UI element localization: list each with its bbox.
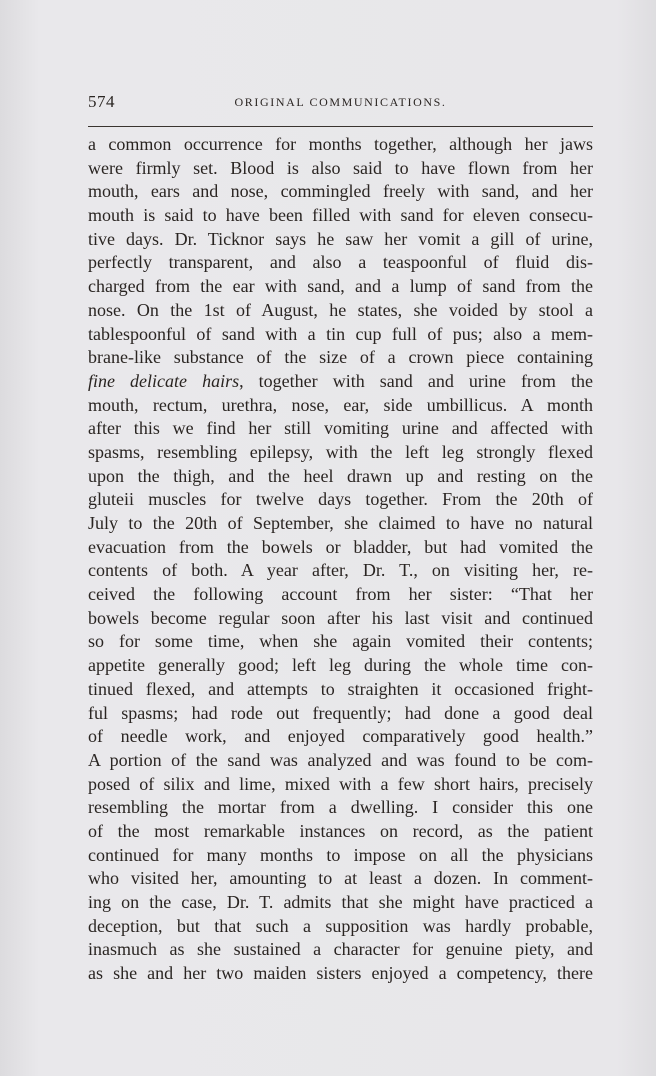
text-line: upon the thigh, and the heel drawn up and resting on the <box>88 465 593 486</box>
text-line: contents of both. A year after, Dr. T., on visiting her, re- <box>88 560 593 581</box>
text-line: mouth, ears and nose, commingled freely with sand, and her <box>88 181 593 202</box>
header-rule <box>88 126 593 127</box>
text-line: nose. On the 1st of August, he states, she voided by stool a <box>88 299 593 320</box>
text-line: who visited her, amounting to at least a dozen. In comment- <box>88 868 593 889</box>
text-line: mouth, rectum, urethra, nose, ear, side umbillicus. A month <box>88 394 593 415</box>
text-line: tive days. Dr. Ticknor says he saw her vomit a gill of urine, <box>88 228 593 249</box>
text-line: of the most remarkable instances on record, as the patient <box>88 820 593 841</box>
page-number: 574 <box>88 92 115 111</box>
text-line: posed of silix and lime, mixed with a few short hairs, precisely <box>88 773 593 794</box>
text-line: deception, but that such a supposition was hardly probable, <box>88 915 593 936</box>
text-line: bowels become regular soon after his last visit and continued <box>88 607 593 628</box>
text-line: inasmuch as she sustained a character for genuine piety, and <box>88 939 593 960</box>
text-line: so for some time, when she again vomited their contents; <box>88 631 593 652</box>
text-line: gluteii muscles for twelve days together. From the 20th of <box>88 489 593 510</box>
text-line: tablespoonful of sand with a tin cup full of pus; also a mem- <box>88 323 593 344</box>
text-line: a common occurrence for months together, although her jaws <box>88 134 593 154</box>
italic-phrase: fine delicate hairs <box>88 370 240 391</box>
text-line: after this we find her still vomiting urine and affected with <box>88 418 593 439</box>
text-line: tinued flexed, and attempts to straighten it occasioned fright- <box>88 678 593 699</box>
text-line: brane-like substance of the size of a crown piece containing <box>88 347 593 368</box>
text-line: ful spasms; had rode out frequently; had done a good deal <box>88 702 593 723</box>
text-line: of needle work, and enjoyed comparatively good health.” <box>88 726 593 747</box>
text-line: perfectly transparent, and also a teaspoonful of fluid dis- <box>88 252 593 273</box>
text-line: appetite generally good; left leg during the whole time con- <box>88 655 593 676</box>
text-line: were firmly set. Blood is also said to have flown from her <box>88 157 593 178</box>
page-header <box>88 92 593 114</box>
text-line: spasms, resembling epilepsy, with the left leg strongly flexed <box>88 441 593 462</box>
text-line: mouth is said to have been filled with sand for eleven consecu- <box>88 205 593 226</box>
text-line: as she and her two maiden sisters enjoyed a competency, there <box>88 963 593 984</box>
text-line: July to the 20th of September, she claimed to have no natural <box>88 513 593 533</box>
text-line-rest: , together with sand and urine from the <box>239 370 593 391</box>
text-line: continued for many months to impose on all the physicians <box>88 844 593 865</box>
text-line: ing on the case, Dr. T. admits that she might have practiced a <box>88 892 593 912</box>
body-text <box>88 133 593 986</box>
running-head: ORIGINAL COMMUNICATIONS. <box>234 95 447 109</box>
text-line: evacuation from the bowels or bladder, but had vomited the <box>88 536 593 557</box>
text-line-italic-phrase <box>88 370 593 394</box>
text-line: A portion of the sand was analyzed and was found to be com- <box>88 749 593 770</box>
text-line: resembling the mortar from a dwelling. I consider this one <box>88 797 593 818</box>
text-line: ceived the following account from her sister: “That her <box>88 584 593 605</box>
text-line: charged from the ear with sand, and a lump of sand from the <box>88 276 593 297</box>
